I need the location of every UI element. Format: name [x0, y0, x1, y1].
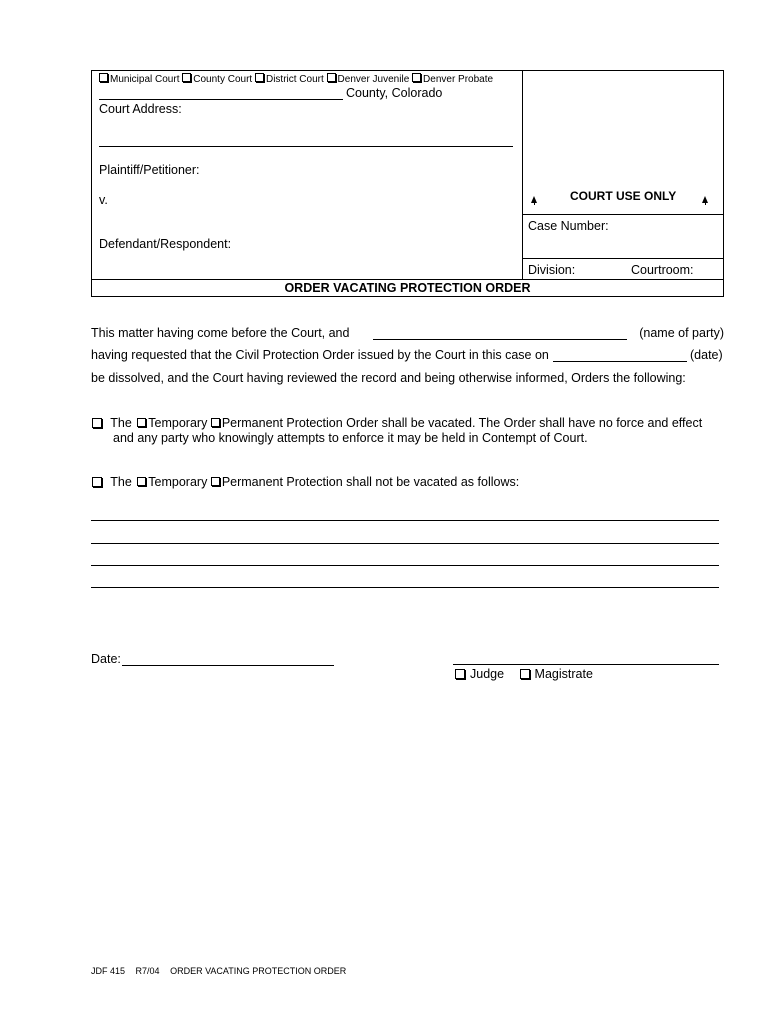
not-vacate-option: The Temporary Permanent Protection shall not be vacated as follows:: [92, 475, 519, 489]
case-number-divider: [522, 258, 724, 259]
caption-divider-vertical: [522, 70, 523, 279]
explanation-line[interactable]: [91, 587, 719, 588]
division-label[interactable]: Division:: [528, 263, 576, 277]
courtroom-label[interactable]: Courtroom:: [631, 263, 694, 277]
order-date-field[interactable]: [553, 361, 687, 362]
footer: [91, 966, 346, 976]
district-court-option[interactable]: District Court: [255, 74, 324, 85]
defendant-label: Defendant/Respondent:: [99, 237, 232, 251]
plaintiff-label: Plaintiff/Petitioner:: [99, 163, 200, 177]
checkbox-icon[interactable]: [327, 73, 336, 82]
caption-divider-title: [91, 279, 724, 280]
judge-checkbox-icon[interactable]: [455, 669, 465, 679]
checkbox-icon[interactable]: [182, 73, 191, 82]
form-id: JDF 415: [91, 966, 126, 976]
court-use-only-label: COURT USE ONLY: [570, 189, 677, 203]
vacate-option-line-2: and any party who knowingly attempts to enforce it may be held in Contempt of Court.: [113, 431, 588, 445]
body-line-1-start: This matter having come before the Court, and: [91, 326, 350, 340]
checkbox-icon[interactable]: [99, 73, 108, 82]
form-title: ORDER VACATING PROTECTION ORDER: [284, 281, 531, 295]
checkbox-icon[interactable]: [255, 73, 264, 82]
county-name-field[interactable]: [99, 99, 343, 100]
court-address-field[interactable]: [99, 146, 513, 147]
denver-probate-option[interactable]: Denver Probate: [412, 74, 493, 85]
explanation-line[interactable]: [91, 565, 719, 566]
party-name-field[interactable]: [373, 339, 627, 340]
body-line-1-end: (name of party): [639, 326, 724, 340]
body-line-3: be dissolved, and the Court having reviewed the record and being otherwise informed, Orders the following:: [91, 371, 686, 385]
municipal-court-option[interactable]: Municipal Court: [99, 74, 179, 85]
form-revision: R7/04: [135, 966, 160, 976]
county-court-option[interactable]: County Court: [182, 74, 252, 85]
body-line-2-start: having requested that the Civil Protection Order issued by the Court in this case on: [91, 348, 549, 362]
judicial-officer-options: Judge Magistrate: [455, 667, 593, 681]
court-use-divider: [522, 214, 724, 215]
explanation-line[interactable]: [91, 543, 719, 544]
magistrate-checkbox-icon[interactable]: [520, 669, 530, 679]
date-field[interactable]: [122, 665, 334, 666]
versus-label: v.: [99, 193, 108, 207]
explanation-line[interactable]: [91, 520, 719, 521]
county-suffix: County, Colorado: [346, 86, 443, 100]
caption-box: [91, 70, 724, 297]
permanent-checkbox-icon[interactable]: [211, 477, 220, 486]
vacate-option: The Temporary Permanent Protection Order shall be vacated. The Order shall have no force and effect: [92, 416, 702, 430]
up-arrow-icon: [531, 196, 537, 203]
date-label: Date:: [91, 652, 121, 666]
case-number-label[interactable]: Case Number:: [528, 219, 609, 233]
footer-form-title: ORDER VACATING PROTECTION ORDER: [170, 966, 347, 976]
signature-line[interactable]: [453, 664, 719, 665]
not-vacate-checkbox-icon[interactable]: [92, 477, 102, 487]
vacate-checkbox-icon[interactable]: [92, 418, 102, 428]
temporary-checkbox-icon[interactable]: [137, 418, 146, 427]
permanent-checkbox-icon[interactable]: [211, 418, 220, 427]
denver-juvenile-option[interactable]: Denver Juvenile: [327, 74, 410, 85]
temporary-checkbox-icon[interactable]: [137, 477, 146, 486]
court-type-options: [99, 73, 493, 85]
checkbox-icon[interactable]: [412, 73, 421, 82]
up-arrow-icon: [702, 196, 708, 203]
body-line-2-end: (date): [690, 348, 723, 362]
court-address-label: Court Address:: [99, 102, 182, 116]
